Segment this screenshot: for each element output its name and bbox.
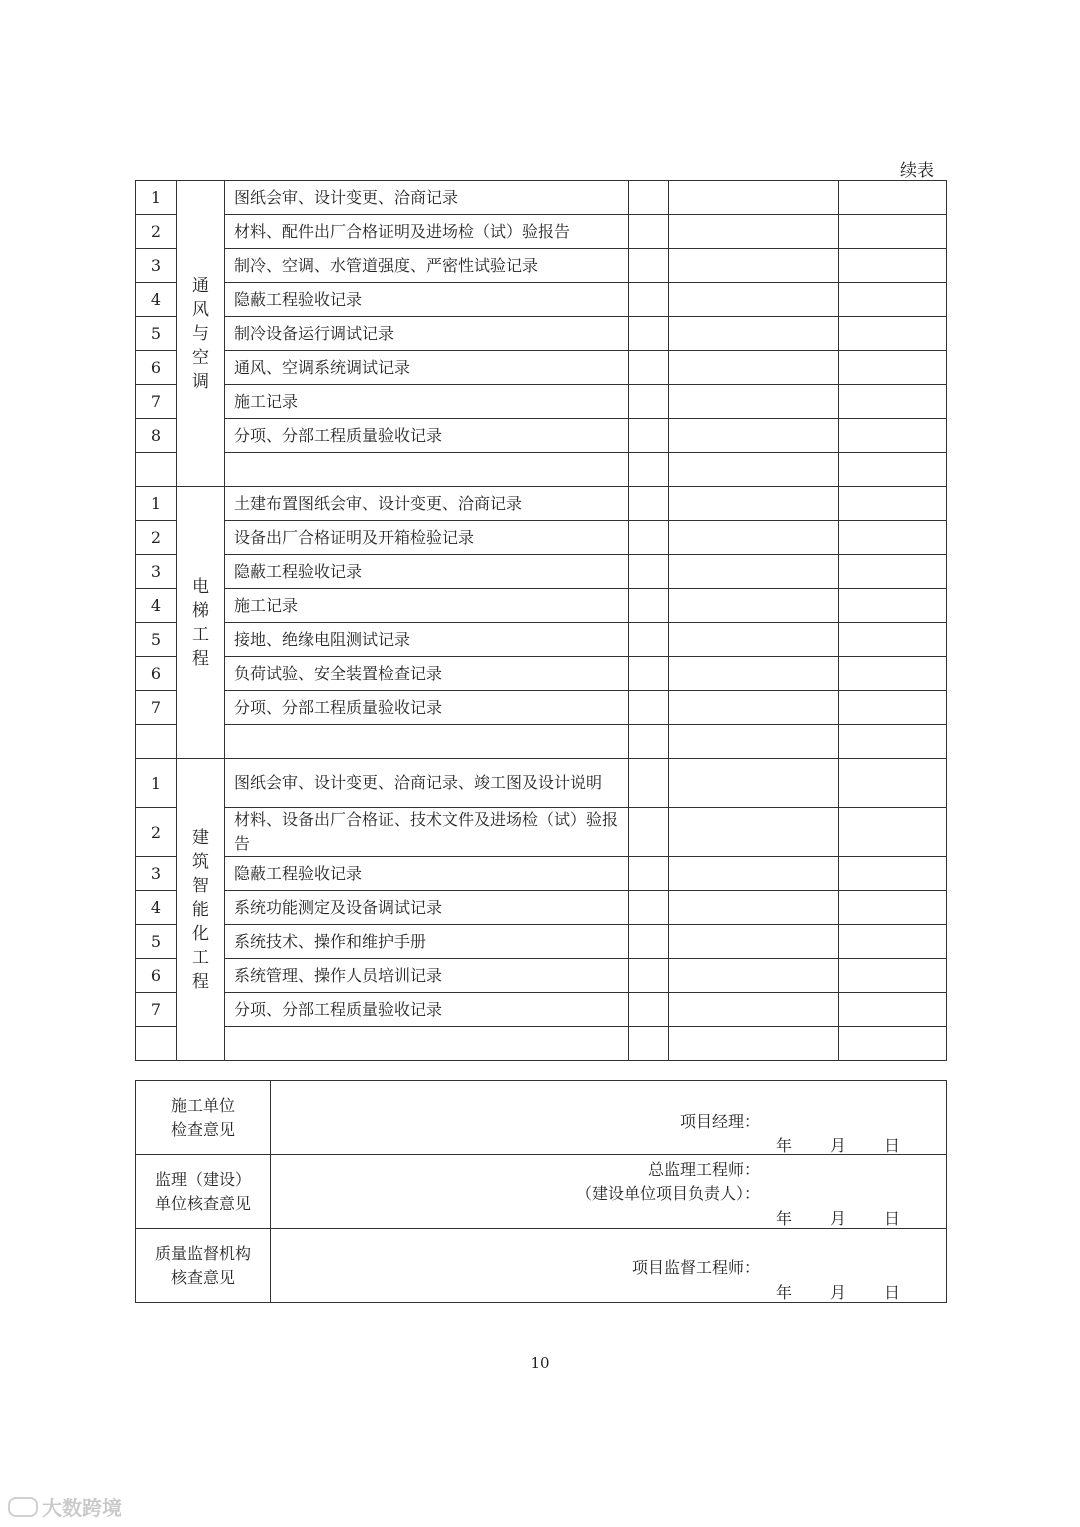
watermark-text: 大数跨境: [42, 1496, 122, 1520]
opinion-row-construction: [136, 1081, 947, 1155]
table-row: [136, 487, 947, 521]
signature-label: 项目经理：: [679, 1112, 760, 1131]
record-item: 隐蔽工程验收记录: [225, 555, 629, 589]
table-row: [136, 891, 947, 925]
blank-cell: [839, 283, 947, 317]
blank-cell: [669, 657, 839, 691]
record-item: 制冷设备运行调试记录: [225, 317, 629, 351]
table-row: [136, 808, 947, 857]
blank-cell: [136, 1027, 177, 1061]
record-item: 隐蔽工程验收记录: [225, 857, 629, 891]
row-number: 3: [136, 857, 177, 891]
blank-cell: [629, 891, 669, 925]
row-number: 1: [136, 759, 177, 808]
opinion-label: [136, 1155, 271, 1229]
row-number: 1: [136, 181, 177, 215]
blank-cell: [669, 808, 839, 857]
blank-cell: [669, 317, 839, 351]
blank-cell: [839, 215, 947, 249]
blank-cell: [629, 351, 669, 385]
blank-cell: [629, 249, 669, 283]
row-number: 2: [136, 215, 177, 249]
blank-cell: [629, 993, 669, 1027]
blank-cell: [839, 691, 947, 725]
row-number: 5: [136, 925, 177, 959]
record-item: 材料、设备出厂合格证、技术文件及进场检（试）验报告: [225, 808, 629, 857]
blank-cell: [669, 857, 839, 891]
record-item: 分项、分部工程质量验收记录: [225, 691, 629, 725]
signature-label: （建设单位项目负责人）：: [575, 1184, 760, 1203]
blank-cell: [839, 385, 947, 419]
date-line: [776, 1280, 900, 1303]
blank-cell: [669, 181, 839, 215]
year-label: 年: [775, 1209, 792, 1228]
blank-cell: [225, 453, 629, 487]
row-number: 2: [136, 521, 177, 555]
blank-cell: [629, 691, 669, 725]
opinion-field[interactable]: [271, 1229, 947, 1303]
blank-cell: [629, 759, 669, 808]
row-number: 2: [136, 808, 177, 857]
blank-cell: [839, 589, 947, 623]
record-item: 土建布置图纸会审、设计变更、洽商记录: [225, 487, 629, 521]
day-label: 日: [883, 1283, 900, 1302]
row-number: 4: [136, 891, 177, 925]
blank-cell: [669, 959, 839, 993]
table-row: [136, 521, 947, 555]
record-item: 隐蔽工程验收记录: [225, 283, 629, 317]
category-elevator: [177, 487, 225, 759]
blank-cell: [669, 993, 839, 1027]
table-row: [136, 419, 947, 453]
blank-cell: [839, 351, 947, 385]
year-label: 年: [775, 1136, 792, 1155]
blank-cell: [669, 1027, 839, 1061]
records-table: [135, 180, 947, 1061]
table-row: [136, 249, 947, 283]
category-label: 通风与空调: [192, 275, 209, 392]
record-item: 设备出厂合格证明及开箱检验记录: [225, 521, 629, 555]
blank-cell: [669, 691, 839, 725]
row-number: 3: [136, 555, 177, 589]
row-number: 7: [136, 691, 177, 725]
table-row-empty: [136, 453, 947, 487]
blank-cell: [225, 1027, 629, 1061]
opinion-label: [136, 1229, 271, 1303]
blank-cell: [629, 283, 669, 317]
blank-cell: [629, 181, 669, 215]
row-number: 1: [136, 487, 177, 521]
blank-cell: [669, 555, 839, 589]
category-hvac: [177, 181, 225, 487]
table-row: [136, 283, 947, 317]
table-row: [136, 993, 947, 1027]
blank-cell: [629, 808, 669, 857]
opinion-label-line: 质量监督机构: [154, 1243, 251, 1263]
blank-cell: [629, 623, 669, 657]
blank-cell: [839, 857, 947, 891]
blank-cell: [839, 317, 947, 351]
opinion-field[interactable]: [271, 1155, 947, 1229]
record-item: 图纸会审、设计变更、洽商记录: [225, 181, 629, 215]
blank-cell: [629, 453, 669, 487]
record-item: 负荷试验、安全装置检查记录: [225, 657, 629, 691]
blank-cell: [839, 759, 947, 808]
record-item: 系统管理、操作人员培训记录: [225, 959, 629, 993]
table-row: [136, 589, 947, 623]
record-item: 施工记录: [225, 385, 629, 419]
blank-cell: [669, 419, 839, 453]
blank-cell: [839, 725, 947, 759]
blank-cell: [839, 925, 947, 959]
row-number: 6: [136, 351, 177, 385]
month-label: 月: [829, 1283, 846, 1302]
opinion-row-supervision: [136, 1155, 947, 1229]
blank-cell: [839, 808, 947, 857]
record-item: 分项、分部工程质量验收记录: [225, 419, 629, 453]
blank-cell: [669, 925, 839, 959]
blank-cell: [669, 891, 839, 925]
watermark-logo-icon: [8, 1497, 38, 1517]
row-number: 7: [136, 385, 177, 419]
blank-cell: [629, 419, 669, 453]
blank-cell: [629, 925, 669, 959]
table-row: [136, 623, 947, 657]
blank-cell: [669, 589, 839, 623]
record-item: 施工记录: [225, 589, 629, 623]
category-label: 电梯工程: [192, 576, 209, 669]
blank-cell: [629, 487, 669, 521]
blank-cell: [629, 555, 669, 589]
blank-cell: [136, 725, 177, 759]
record-item: 系统技术、操作和维护手册: [225, 925, 629, 959]
opinion-label: [136, 1081, 271, 1155]
blank-cell: [839, 181, 947, 215]
record-item: 接地、绝缘电阻测试记录: [225, 623, 629, 657]
blank-cell: [839, 249, 947, 283]
row-number: 4: [136, 589, 177, 623]
blank-cell: [629, 589, 669, 623]
table-row: [136, 857, 947, 891]
row-number: 5: [136, 623, 177, 657]
blank-cell: [225, 725, 629, 759]
blank-cell: [669, 623, 839, 657]
blank-cell: [629, 1027, 669, 1061]
blank-cell: [629, 857, 669, 891]
record-item: 通风、空调系统调试记录: [225, 351, 629, 385]
record-item: 系统功能测定及设备调试记录: [225, 891, 629, 925]
record-item: 制冷、空调、水管道强度、严密性试验记录: [225, 249, 629, 283]
continued-label: 续表: [900, 161, 934, 181]
blank-cell: [669, 725, 839, 759]
year-label: 年: [775, 1283, 792, 1302]
date-line: [776, 1206, 900, 1229]
record-item: 图纸会审、设计变更、洽商记录、竣工图及设计说明: [225, 759, 629, 808]
blank-cell: [629, 215, 669, 249]
month-label: 月: [829, 1209, 846, 1228]
blank-cell: [839, 453, 947, 487]
signature-label: 总监理工程师：: [647, 1160, 760, 1179]
blank-cell: [669, 283, 839, 317]
category-label: 建筑智能化工程: [192, 827, 209, 992]
blank-cell: [839, 1027, 947, 1061]
table-row: [136, 925, 947, 959]
blank-cell: [629, 317, 669, 351]
table-row: [136, 691, 947, 725]
blank-cell: [839, 419, 947, 453]
blank-cell: [669, 487, 839, 521]
day-label: 日: [883, 1136, 900, 1155]
blank-cell: [669, 521, 839, 555]
blank-cell: [669, 249, 839, 283]
record-item: 分项、分部工程质量验收记录: [225, 993, 629, 1027]
blank-cell: [669, 351, 839, 385]
table-row: [136, 351, 947, 385]
opinion-label-line: 监理（建设）: [154, 1169, 251, 1189]
table-row: [136, 657, 947, 691]
table-row: [136, 317, 947, 351]
record-item: 材料、配件出厂合格证明及进场检（试）验报告: [225, 215, 629, 249]
blank-cell: [629, 725, 669, 759]
blank-cell: [669, 215, 839, 249]
blank-cell: [839, 623, 947, 657]
signature-label: 项目监督工程师：: [631, 1258, 760, 1277]
table-row: [136, 759, 947, 808]
blank-cell: [136, 453, 177, 487]
blank-cell: [839, 487, 947, 521]
opinion-table: [135, 1080, 947, 1303]
opinion-label-line: 检查意见: [170, 1119, 235, 1139]
table-row: [136, 181, 947, 215]
table-row-empty: [136, 1027, 947, 1061]
opinion-label-line: 施工单位: [170, 1095, 235, 1115]
row-number: 3: [136, 249, 177, 283]
blank-cell: [669, 385, 839, 419]
blank-cell: [839, 891, 947, 925]
table-row: [136, 215, 947, 249]
opinion-label-line: 核查意见: [170, 1267, 235, 1287]
blank-cell: [629, 657, 669, 691]
category-intelligent-building: [177, 759, 225, 1061]
blank-cell: [669, 453, 839, 487]
table-row: [136, 959, 947, 993]
blank-cell: [629, 385, 669, 419]
table-row: [136, 385, 947, 419]
opinion-row-quality: [136, 1229, 947, 1303]
opinion-field[interactable]: [271, 1081, 947, 1155]
blank-cell: [839, 657, 947, 691]
opinion-label-line: 单位核查意见: [154, 1193, 251, 1213]
row-number: 5: [136, 317, 177, 351]
page-number: 10: [530, 1354, 550, 1372]
date-line: [776, 1133, 900, 1156]
blank-cell: [629, 959, 669, 993]
blank-cell: [839, 555, 947, 589]
row-number: 4: [136, 283, 177, 317]
day-label: 日: [883, 1209, 900, 1228]
row-number: 6: [136, 657, 177, 691]
row-number: 6: [136, 959, 177, 993]
blank-cell: [839, 959, 947, 993]
watermark: [8, 1492, 122, 1521]
table-row-empty: [136, 725, 947, 759]
row-number: 7: [136, 993, 177, 1027]
month-label: 月: [829, 1136, 846, 1155]
blank-cell: [629, 521, 669, 555]
blank-cell: [839, 521, 947, 555]
blank-cell: [669, 759, 839, 808]
table-row: [136, 555, 947, 589]
blank-cell: [839, 993, 947, 1027]
row-number: 8: [136, 419, 177, 453]
